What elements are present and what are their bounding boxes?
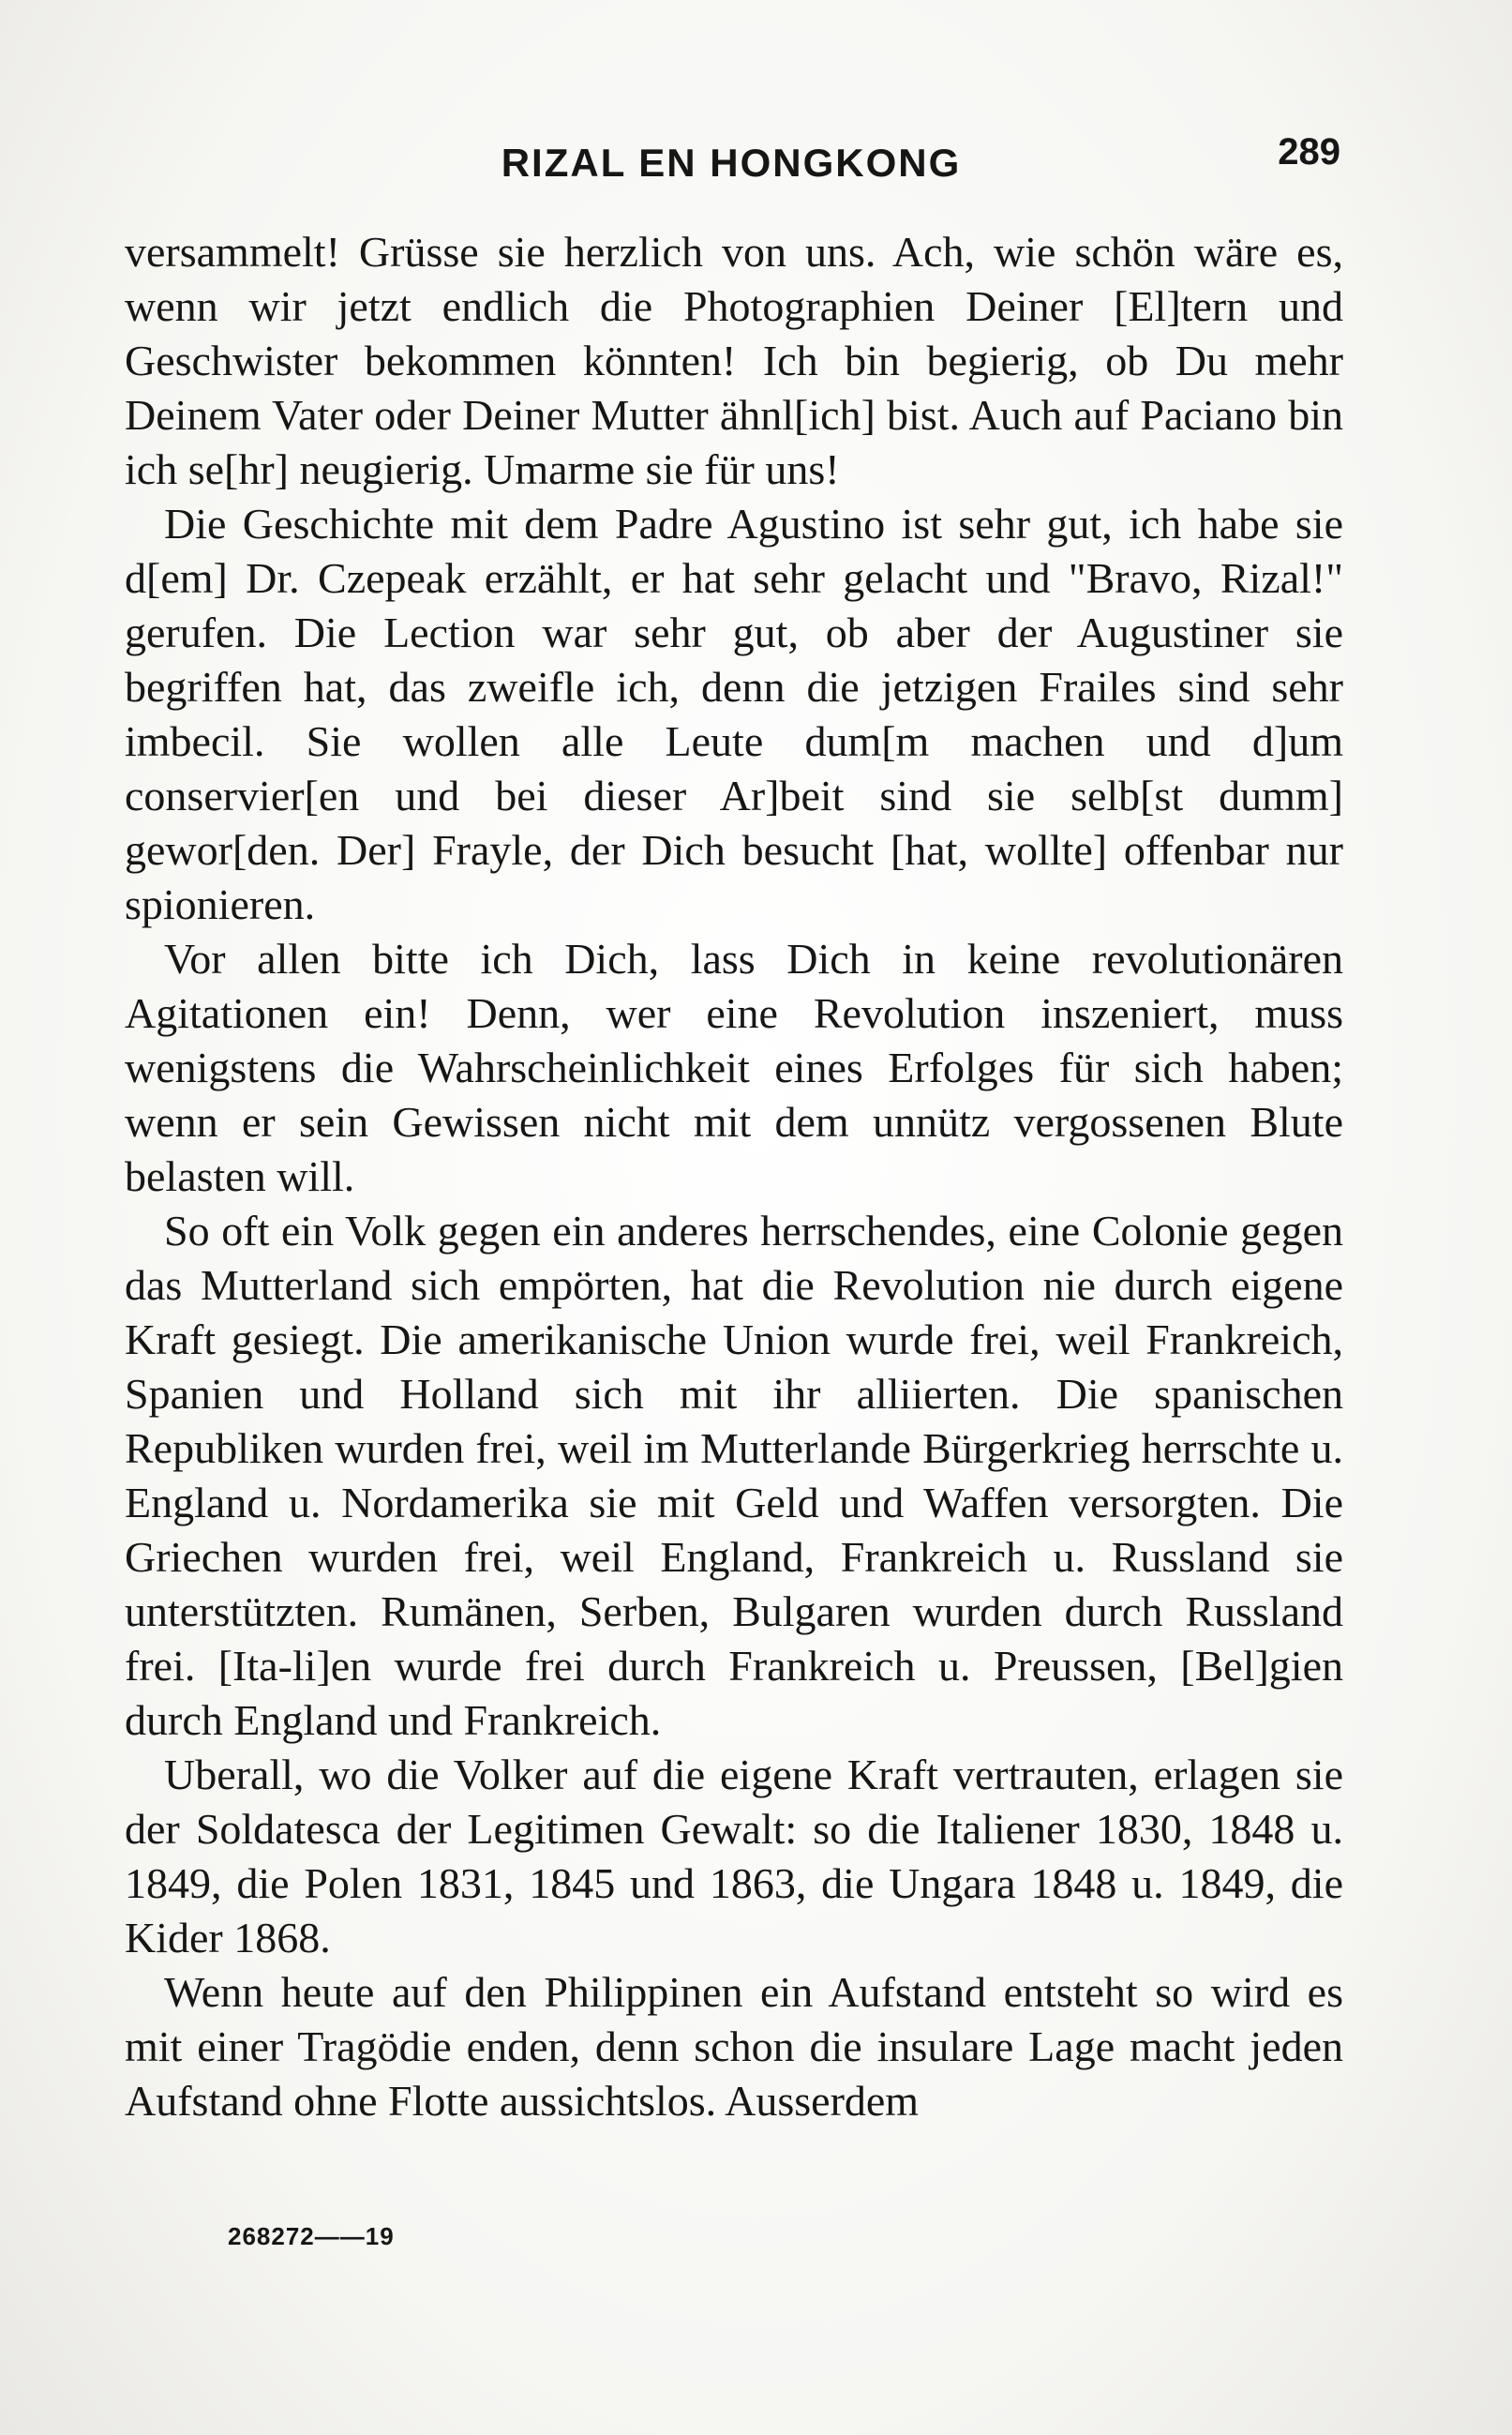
paragraph-1: versammelt! Grüsse sie herzlich von uns. Ach, wie schön wäre es, wenn wir jetzt endlich die Photographien Deiner [El]tern und Geschwister bekommen könnten! Ich bin begierig, ob Du mehr Deinem Vater oder Deiner Mutter ähnl[ich] bist. Auch auf Paciano bin ich se[hr] neugierig. Umarme sie für uns!: [125, 228, 1343, 493]
page-number: 289: [1278, 131, 1340, 173]
printer-signature-mark: 268272——19: [228, 2222, 395, 2250]
body-text: [125, 225, 1343, 2128]
paragraph-3: Vor allen bitte ich Dich, lass Dich in keine revolutionären Agitationen ein! Denn, wer eine Revolution inszeniert, muss wenigstens die Wahrscheinlichkeit eines Erfolges für sich haben; wenn er sein Gewissen nicht mit dem unnütz vergossenen Blute belasten will.: [125, 935, 1343, 1200]
paragraph-6: Wenn heute auf den Philippinen ein Aufstand entsteht so wird es mit einer Tragödie enden, denn schon die insulare Lage macht jeden Aufstand ohne Flotte aussichtslos. Ausserdem: [125, 1968, 1343, 2125]
running-title: RIZAL EN HONGKONG: [501, 141, 962, 185]
paragraph-2: Die Geschichte mit dem Padre Agustino ist sehr gut, ich habe sie d[em] Dr. Czepeak erzählt, er hat sehr gelacht und "Bravo, Rizal!" gerufen. Die Lection war sehr gut, ob aber der Augustiner sie begriffen hat, das zweifle ich, denn die jetzigen Frailes sind sehr imbecil. Sie wollen alle Leute dum[m machen und d]um conservier[en und bei dieser Ar]beit sind sie selb[st dumm] gewor[den. Der] Frayle, der Dich besucht [hat, wollte] offenbar nur spionieren.: [125, 500, 1343, 928]
page-header: [122, 122, 1340, 197]
paragraph-4: So oft ein Volk gegen ein anderes herrschendes, eine Colonie gegen das Mutterland sich empörten, hat die Revolution nie durch eigene Kraft gesiegt. Die amerikanische Union wurde frei, weil Frankreich, Spanien und Holland sich mit ihr alliierten. Die spanischen Republiken wurden frei, weil im Mutterlande Bürgerkrieg herrschte u. England u. Nordamerika sie mit Geld und Waffen versorgten. Die Griechen wurden frei, weil England, Frankreich u. Russland sie unterstützten. Rumänen, Serben, Bulgaren wurden durch Russland frei. [Ita-li]en wurde frei durch Frankreich u. Preussen, [Bel]gien durch England und Frankreich.: [125, 1207, 1343, 1744]
paragraph-5: Uberall, wo die Volker auf die eigene Kraft vertrauten, erlagen sie der Soldatesca der Legitimen Gewalt: so die Italiener 1830, 1848 u. 1849, die Polen 1831, 1845 und 1863, die Ungara 1848 u. 1849, die Kider 1868.: [125, 1751, 1343, 1962]
